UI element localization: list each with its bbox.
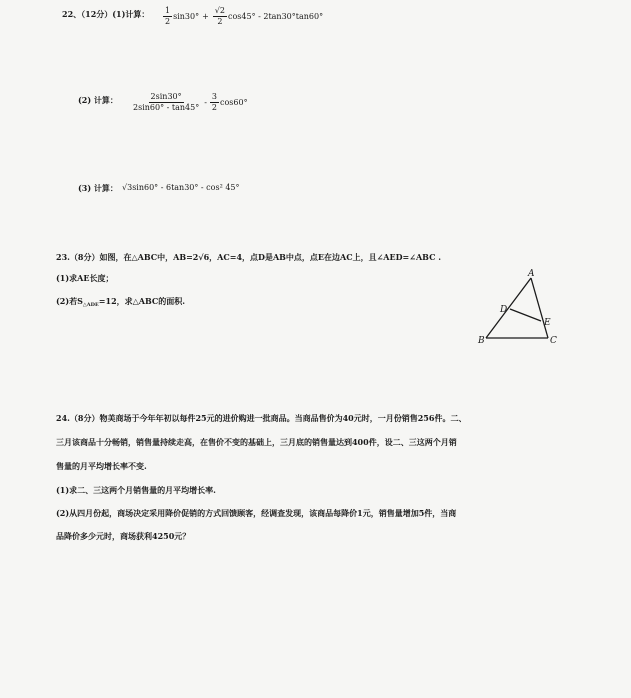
q24-line1: 24.（8分）物美商场于今年年初以每件25元的进价购进一批商品。当商品售价为40元时，一月份销售256件。二、 bbox=[56, 413, 467, 423]
q23-intro: 23.（8分）如图，在△ABC中，AB=2√6，AC=4，点D是AB中点，点E在边AC上，且∠AED=∠ABC . bbox=[56, 252, 442, 262]
fraction bbox=[210, 92, 219, 113]
fraction bbox=[131, 92, 201, 113]
label-e: E bbox=[544, 318, 551, 328]
denominator: 2sin60° - tan45° bbox=[133, 103, 200, 112]
q24-line3: 售量的月平均增长率不变. bbox=[56, 461, 147, 471]
segment-ab bbox=[486, 278, 531, 338]
term: cos60° bbox=[220, 98, 248, 107]
q24-part2-line2: 品降价多少元时，商场获利4250元？ bbox=[56, 531, 191, 541]
segment-ac bbox=[531, 278, 548, 338]
label-a: A bbox=[528, 269, 535, 279]
label-d: D bbox=[500, 305, 508, 315]
denominator: 2 bbox=[165, 17, 171, 26]
operator: + bbox=[202, 12, 209, 21]
q24-part1: (1)求二、三这两个月销售量的月平均增长率. bbox=[56, 485, 216, 495]
numerator: 2sin30° bbox=[150, 92, 182, 101]
operator: - bbox=[204, 98, 207, 107]
triangle-figure bbox=[476, 266, 566, 348]
numerator: √2 bbox=[214, 6, 225, 15]
subscript: △ADE bbox=[82, 302, 99, 308]
q22-header: 22、（12分）(1)计算： bbox=[62, 9, 150, 19]
numerator: 1 bbox=[165, 6, 171, 15]
denominator: 2 bbox=[217, 17, 223, 26]
text: (2)若S bbox=[56, 296, 83, 306]
q23-part2 bbox=[56, 296, 185, 308]
q22-part2-expression bbox=[130, 92, 248, 113]
q22-part3-label: (3) 计算： bbox=[78, 183, 118, 193]
q22-part1-expression bbox=[162, 6, 323, 27]
label-c: C bbox=[550, 336, 557, 346]
text: =12，求△ABC的面积. bbox=[98, 296, 186, 306]
term: sin30° bbox=[173, 12, 200, 21]
q22-part2-label: (2) 计算： bbox=[78, 95, 118, 105]
q22-part3-expression: √3sin60° - 6tan30° - cos² 45° bbox=[122, 183, 240, 192]
q24-line2: 三月该商品十分畅销，销售量持续走高，在售价不变的基础上，三月底的销售量达到400件，设二、三这两个月销 bbox=[56, 437, 457, 447]
fraction bbox=[213, 6, 227, 27]
q23-part1: (1)求AE长度； bbox=[56, 273, 114, 283]
numerator: 3 bbox=[211, 92, 217, 101]
fraction bbox=[163, 6, 172, 27]
term: cos45° - 2tan30°tan60° bbox=[227, 12, 324, 21]
label-b: B bbox=[478, 336, 485, 346]
denominator: 2 bbox=[211, 103, 217, 112]
segment-de bbox=[510, 309, 541, 321]
q24-part2-line1: (2)从四月份起，商场决定采用降价促销的方式回馈顾客，经调查发现，该商品每降价1元，销售量增加5件，当商 bbox=[56, 508, 457, 518]
